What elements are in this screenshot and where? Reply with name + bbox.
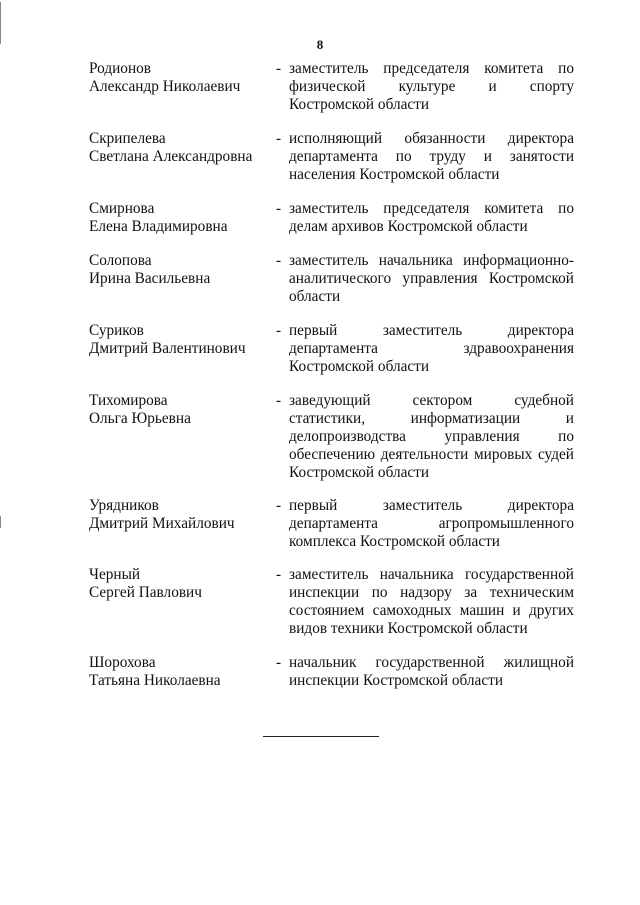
person-position bbox=[289, 130, 574, 184]
position-line: статистики, информатизации и bbox=[289, 410, 574, 427]
person-given-names: Дмитрий Валентинович bbox=[89, 340, 246, 357]
person-given-names: Александр Николаевич bbox=[89, 78, 241, 95]
position-line: Костромской области bbox=[289, 358, 430, 375]
person-name bbox=[89, 200, 274, 236]
separator-dash: - bbox=[276, 60, 282, 77]
page-number: 8 bbox=[316, 37, 324, 52]
position-line: инспекции по надзору за техническим bbox=[289, 584, 574, 601]
person-given-names: Ольга Юрьевна bbox=[89, 410, 191, 427]
position-line: делопроизводства управления по bbox=[289, 428, 574, 445]
position-line: инспекции Костромской области bbox=[289, 672, 504, 689]
position-line: исполняющий обязанности директора bbox=[289, 130, 574, 147]
person-position bbox=[289, 497, 574, 551]
person-position bbox=[289, 200, 574, 236]
person-name bbox=[89, 654, 274, 690]
person-given-names: Елена Владимировна bbox=[89, 218, 228, 235]
person-name bbox=[89, 60, 274, 96]
position-line: делам архивов Костромской области bbox=[289, 218, 528, 235]
position-line: первый заместитель директора bbox=[289, 322, 574, 339]
closing-rule bbox=[263, 736, 379, 737]
person-position bbox=[289, 252, 574, 306]
person-position bbox=[289, 566, 574, 638]
separator-dash: - bbox=[276, 130, 282, 147]
person-name bbox=[89, 322, 274, 358]
position-line: обеспечению деятельности мировых судей bbox=[289, 446, 574, 463]
position-line: физической культуре и спорту bbox=[289, 78, 574, 95]
position-line: Костромской области bbox=[289, 96, 430, 113]
position-line: заведующий сектором судебной bbox=[289, 392, 574, 409]
separator-dash: - bbox=[276, 252, 282, 269]
person-position bbox=[289, 60, 574, 114]
left-margin-mark-middle bbox=[0, 516, 1, 528]
position-line: аналитического управления Костромской bbox=[289, 270, 574, 287]
position-line: департамента здравоохранения bbox=[289, 340, 574, 357]
position-line: населения Костромской области bbox=[289, 166, 500, 183]
position-line: области bbox=[289, 288, 341, 305]
position-line: видов техники Костромской области bbox=[289, 620, 528, 637]
person-surname: Смирнова bbox=[89, 200, 155, 217]
position-line: первый заместитель директора bbox=[289, 497, 574, 514]
person-surname: Скрипелева bbox=[89, 130, 166, 147]
person-surname: Шорохова bbox=[89, 654, 156, 671]
person-position bbox=[289, 654, 574, 690]
person-name bbox=[89, 497, 274, 533]
person-surname: Солопова bbox=[89, 252, 152, 269]
person-given-names: Сергей Павлович bbox=[89, 584, 202, 601]
position-line: департамента по труду и занятости bbox=[289, 148, 574, 165]
position-line: заместитель начальника информационно- bbox=[289, 252, 574, 269]
separator-dash: - bbox=[276, 566, 282, 583]
person-name bbox=[89, 252, 274, 288]
separator-dash: - bbox=[276, 497, 282, 514]
person-surname: Урядников bbox=[89, 497, 159, 514]
position-line: начальник государственной жилищной bbox=[289, 654, 574, 671]
person-name bbox=[89, 392, 274, 428]
person-position bbox=[289, 322, 574, 376]
position-line: заместитель начальника государственной bbox=[289, 566, 574, 583]
person-surname: Суриков bbox=[89, 322, 144, 339]
position-line: состоянием самоходных машин и других bbox=[289, 602, 574, 619]
position-line: комплекса Костромской области bbox=[289, 533, 500, 550]
person-given-names: Ирина Васильевна bbox=[89, 270, 211, 287]
separator-dash: - bbox=[276, 200, 282, 217]
separator-dash: - bbox=[276, 392, 282, 409]
person-surname: Черный bbox=[89, 566, 141, 583]
separator-dash: - bbox=[276, 654, 282, 671]
person-position bbox=[289, 392, 574, 482]
person-given-names: Татьяна Николаевна bbox=[89, 672, 221, 689]
person-name bbox=[89, 566, 274, 602]
position-line: заместитель председателя комитета по bbox=[289, 200, 574, 217]
person-surname: Родионов bbox=[89, 60, 152, 77]
person-given-names: Дмитрий Михайлович bbox=[89, 515, 235, 532]
person-surname: Тихомирова bbox=[89, 392, 168, 409]
separator-dash: - bbox=[276, 322, 282, 339]
person-name bbox=[89, 130, 274, 166]
position-line: Костромской области bbox=[289, 464, 430, 481]
position-line: заместитель председателя комитета по bbox=[289, 60, 574, 77]
position-line: департамента агропромышленного bbox=[289, 515, 574, 532]
person-given-names: Светлана Александровна bbox=[89, 148, 253, 165]
